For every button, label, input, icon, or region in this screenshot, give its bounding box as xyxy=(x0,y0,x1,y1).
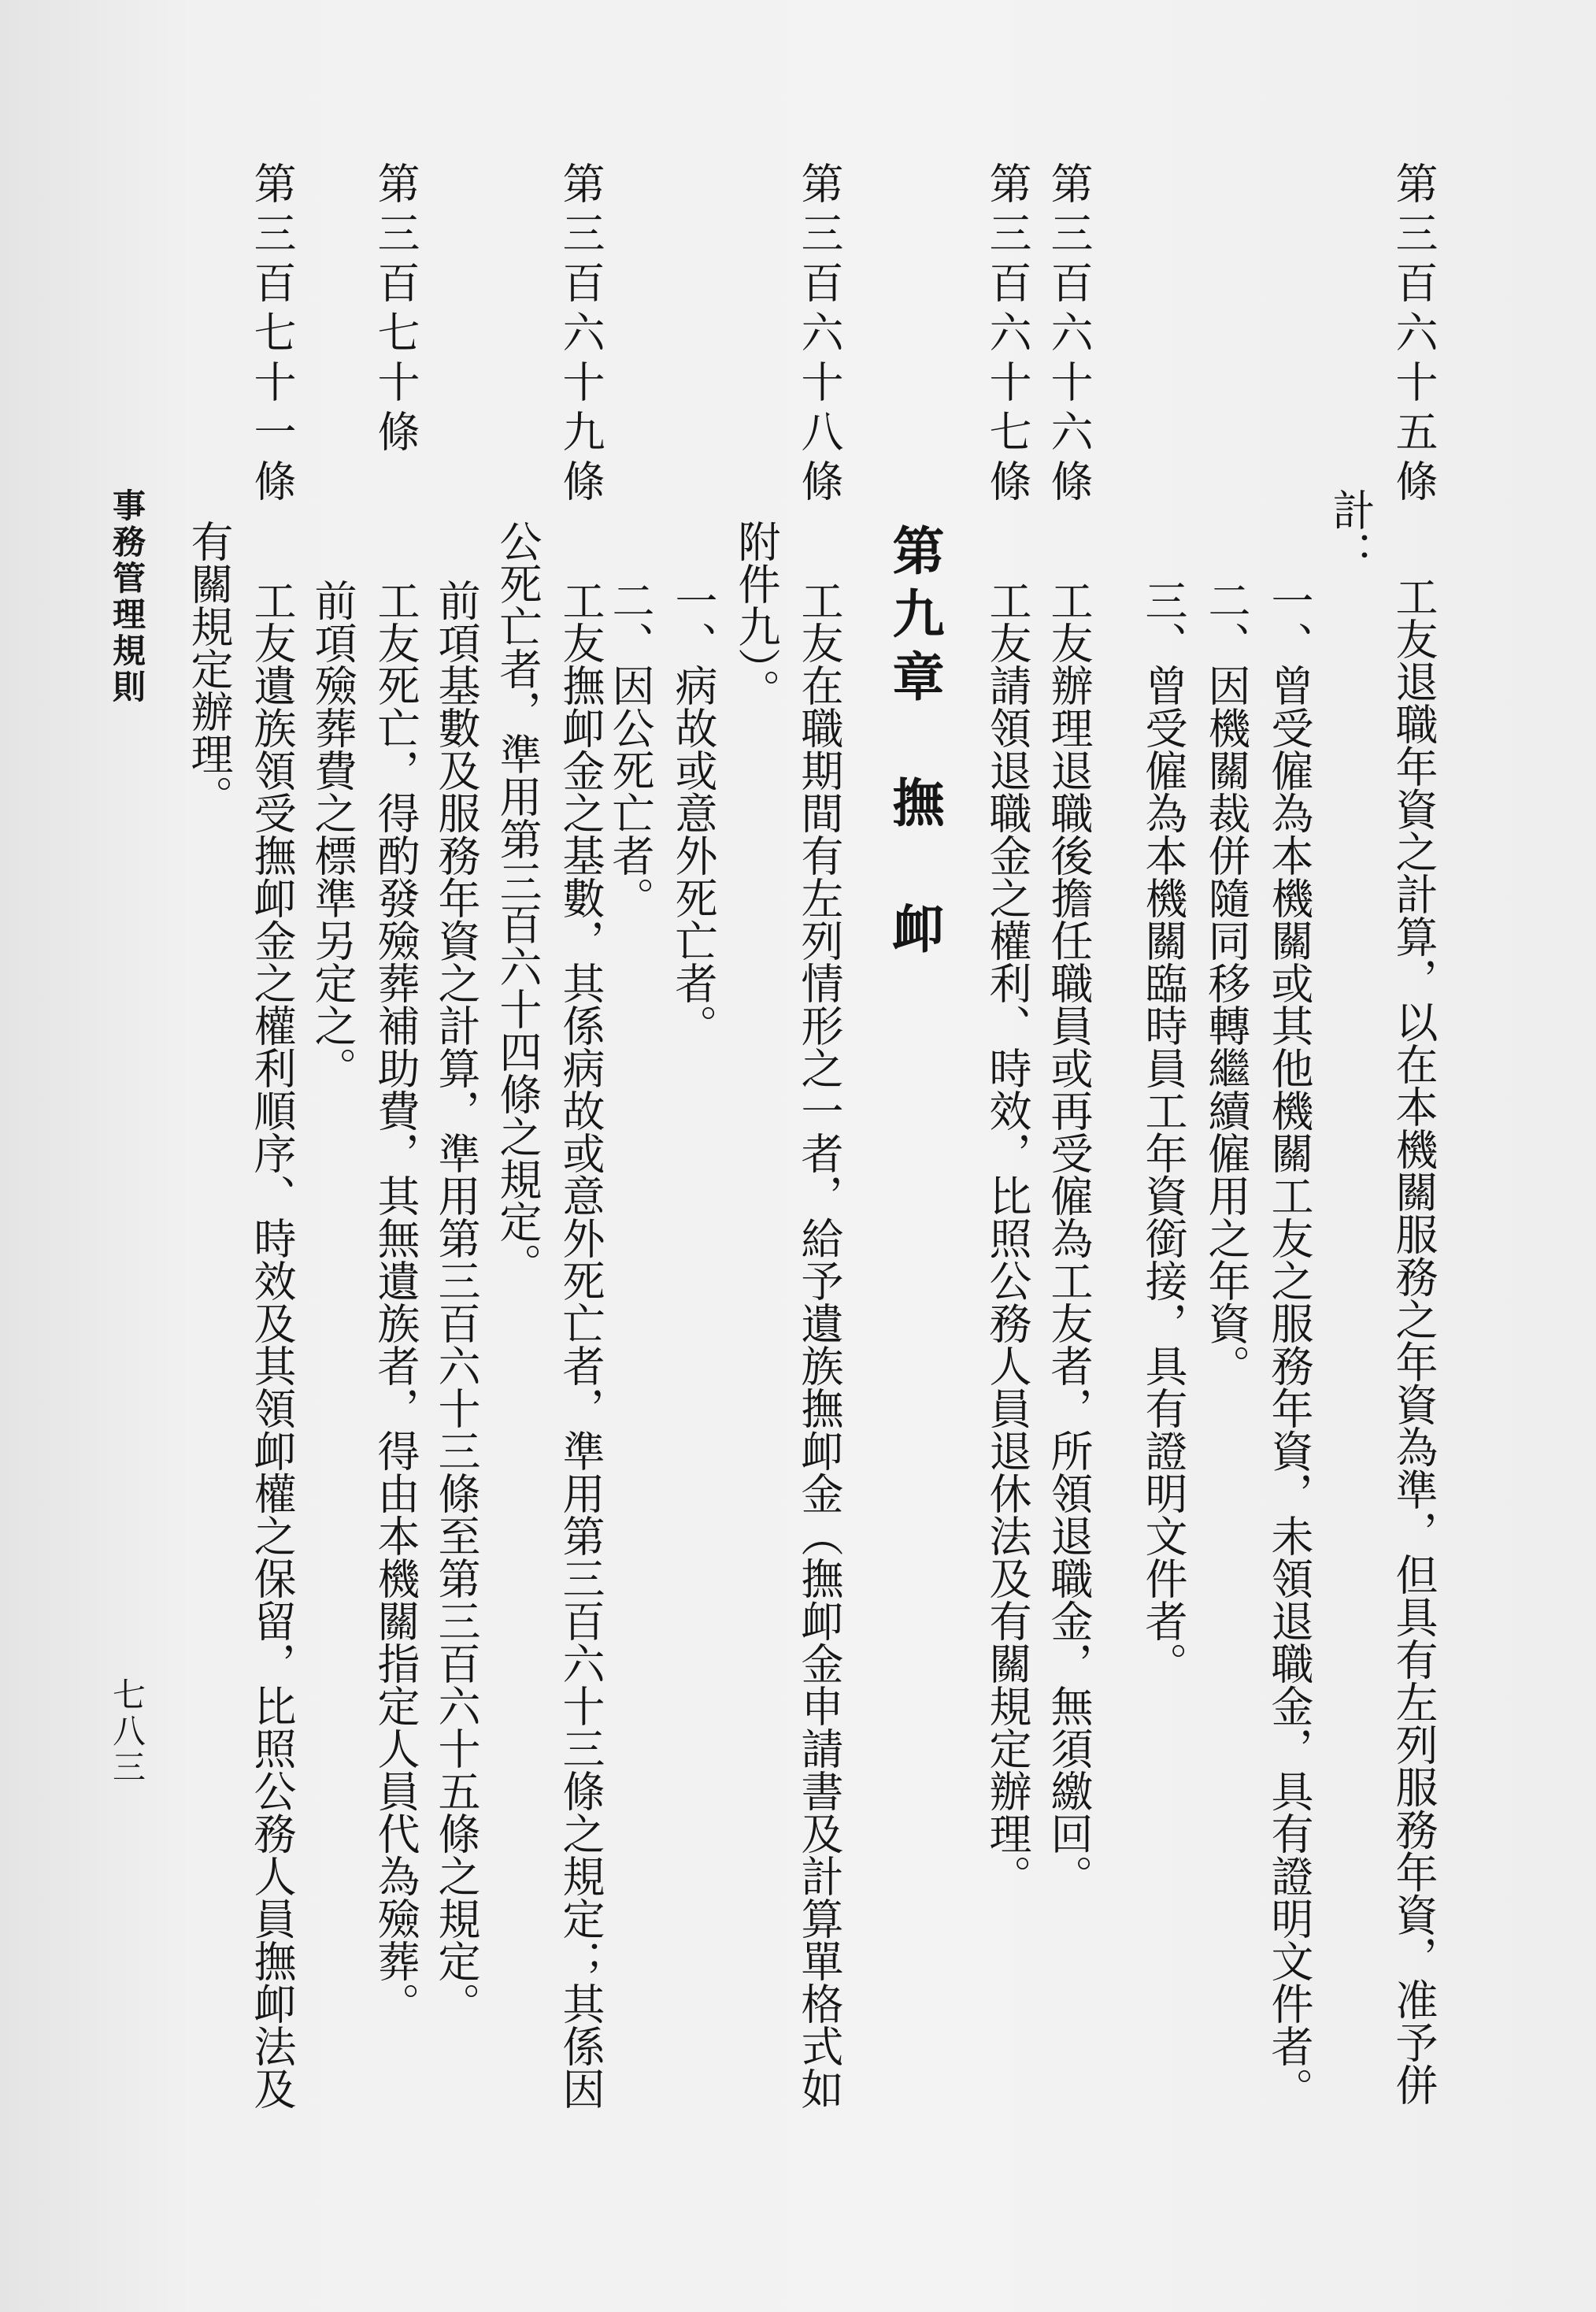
article-365-number: 第三百六十五條 xyxy=(1389,161,1439,509)
article-370-text: 工友死亡，得酌發殮葬補助費，其無遺族者，得由本機關指定人員代為殮葬。 xyxy=(371,579,420,2025)
article-371-continuation: 有關規定辦理。 xyxy=(184,520,234,817)
article-366-number: 第三百六十六條 xyxy=(1044,161,1094,509)
article-370-number: 第三百七十條 xyxy=(371,161,420,459)
article-371-text: 工友遺族領受撫卹金之權利順序、時效及其領卹權之保留，比照公務人員撫卹法及 xyxy=(247,579,297,2110)
article-365-item-2: 二、因機關裁併隨同移轉繼續僱用之年資。 xyxy=(1202,579,1251,1387)
article-365-item-1: 一、曾受僱為本機關或其他機關工友之服務年資，未領退職金，具有證明文件者。 xyxy=(1265,579,1314,2110)
chapter-heading: 第九章 撫 卹 xyxy=(883,524,945,965)
article-369-paragraph-2: 前項基數及服務年資之計算，準用第三百六十三條至第三百六十五條之規定。 xyxy=(431,579,481,2025)
article-365-continuation: 計： xyxy=(1326,488,1376,573)
article-368-number: 第三百六十八條 xyxy=(794,161,844,509)
article-368-item-2: 二、因公死亡者。 xyxy=(605,579,655,919)
article-369-number: 第三百六十九條 xyxy=(556,161,605,509)
article-368-text: 工友在職期間有左列情形之一者，給予遺族撫卹金（撫卹金申請書及計算單格式如 xyxy=(794,579,844,2110)
article-369-continuation: 公死亡者，準用第三百六十四條之規定。 xyxy=(493,520,542,1285)
article-365-item-3: 三、曾受僱為本機關臨時員工年資銜接，具有證明文件者。 xyxy=(1139,579,1188,1684)
article-368-continuation: 附件九）。 xyxy=(731,520,781,711)
running-footer-title: 事務管理規則 xyxy=(108,488,146,706)
article-366-text: 工友辦理退職後擔任職員或再受僱為工友者，所領退職金，無須繳回。 xyxy=(1044,579,1094,1897)
article-369-text: 工友撫卹金之基數，其係病故或意外死亡者，準用第三百六十三條之規定；其係因 xyxy=(556,579,605,2110)
article-370-paragraph-2: 前項殮葬費之標準另定之。 xyxy=(308,579,357,1089)
page-number: 七八三 xyxy=(108,1677,146,1786)
article-367-number: 第三百六十七條 xyxy=(983,161,1032,509)
article-367-text: 工友請領退職金之權利、時效，比照公務人員退休法及有關規定辦理。 xyxy=(983,579,1032,1897)
article-365-text: 工友退職年資之計算，以在本機關服務之年資為準，但具有左列服務年資，准予併 xyxy=(1389,575,1439,2106)
article-371-number: 第三百七十一條 xyxy=(247,161,297,509)
article-368-item-1: 一、病故或意外死亡者。 xyxy=(668,579,718,1047)
